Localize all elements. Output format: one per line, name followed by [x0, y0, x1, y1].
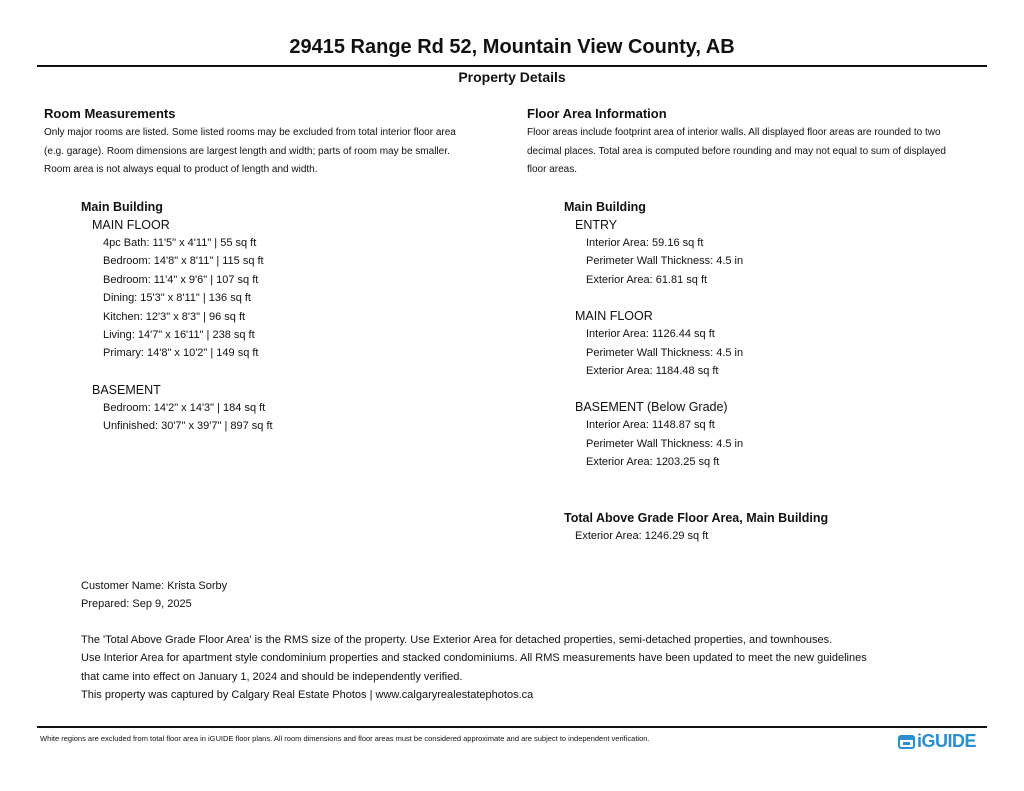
room-measurements-note-line: Room area is not always equal to product of length and width.	[44, 164, 318, 175]
area-line: Interior Area: 59.16 sq ft	[586, 237, 704, 249]
footer-note: White regions are excluded from total floor area in iGUIDE floor plans. All room dimensions and floor areas must be considered approximate and are subject to independent verification.	[40, 734, 650, 743]
total-above-grade	[564, 509, 828, 545]
floor-area-note-line: floor areas.	[527, 164, 578, 175]
prepared-date: Prepared: Sep 9, 2025	[81, 598, 192, 611]
area-line: Interior Area: 1126.44 sq ft	[586, 328, 715, 341]
iguide-logo-icon	[898, 733, 915, 750]
footer-divider	[37, 726, 987, 728]
area-line: Exterior Area: 1184.48 sq ft	[586, 365, 719, 378]
room-item: Living: 14'7" x 16'11" | 238 sq ft	[103, 329, 255, 342]
disclaimer-line: Use Interior Area for apartment style condominium properties and stacked condominiums. All RMS measurements have been updated to meet the new guidelines	[81, 652, 867, 665]
disclaimer-line: The 'Total Above Grade Floor Area' is the RMS size of the property. Use Exterior Area for detached properties, semi-detached properties, and townhouses.	[81, 634, 833, 646]
area-line: Perimeter Wall Thickness: 4.5 in	[586, 255, 744, 268]
header-divider	[37, 65, 987, 67]
room-item: 4pc Bath: 11'5" x 4'11" | 55 sq ft	[103, 237, 257, 249]
rms-disclaimer	[81, 631, 961, 704]
customer-info	[81, 577, 227, 614]
room-item: Bedroom: 11'4" x 9'6" | 107 sq ft	[103, 273, 259, 286]
iguide-brand	[898, 731, 976, 751]
room-measurements-note-line: (e.g. garage). Room dimensions are largest length and width; parts of room may be smaller.	[44, 145, 450, 157]
total-exterior-area: Exterior Area: 1246.29 sq ft	[575, 530, 709, 542]
room-list-main-building	[81, 198, 273, 436]
floor-name: BASEMENT (Below Grade)	[575, 400, 728, 415]
floor-name: ENTRY	[575, 218, 618, 232]
floor-area-section	[527, 106, 997, 180]
area-line: Interior Area: 1148.87 sq ft	[586, 419, 715, 432]
room-item: Unfinished: 30'7" x 39'7" | 897 sq ft	[103, 420, 273, 433]
floor-area-note-line: Floor areas include footprint area of interior walls. All displayed floor areas are rounded to two	[527, 127, 941, 138]
disclaimer-line: This property was captured by Calgary Real Estate Photos | www.calgaryrealestatephotos.ca	[81, 688, 534, 701]
room-item: Kitchen: 12'3" x 8'3" | 96 sq ft	[103, 310, 246, 323]
room-item: Bedroom: 14'2" x 14'3" | 184 sq ft	[103, 401, 266, 414]
room-measurements-note-line: Only major rooms are listed. Some listed rooms may be excluded from total interior floor area	[44, 127, 456, 138]
room-item: Primary: 14'8" x 10'2" | 149 sq ft	[103, 347, 259, 360]
room-item: Bedroom: 14'8" x 8'11" | 115 sq ft	[103, 255, 264, 268]
floor-name: MAIN FLOOR	[92, 218, 170, 232]
room-item: Dining: 15'3" x 8'11" | 136 sq ft	[103, 292, 251, 305]
area-line: Perimeter Wall Thickness: 4.5 in	[586, 437, 744, 450]
brand-name: iGUIDE	[917, 731, 977, 751]
page-subtitle: Property Details	[458, 69, 566, 85]
floor-name: BASEMENT	[92, 382, 161, 397]
disclaimer-line: that came into effect on January 1, 2024 and should be independently verified.	[81, 670, 463, 683]
floor-area-note-line: decimal places. Total area is computed before rounding and may not equal to sum of displayed	[527, 145, 946, 157]
building-name: Main Building	[564, 200, 646, 214]
area-line: Exterior Area: 61.81 sq ft	[586, 273, 708, 286]
building-name: Main Building	[81, 200, 163, 214]
page-title: 29415 Range Rd 52, Mountain View County, AB	[289, 36, 735, 58]
area-line: Perimeter Wall Thickness: 4.5 in	[586, 346, 744, 359]
room-measurements-heading: Room Measurements	[44, 106, 176, 121]
floor-name: MAIN FLOOR	[575, 309, 653, 324]
floor-area-main-building	[564, 198, 743, 472]
room-measurements-section	[44, 106, 504, 180]
customer-name: Customer Name: Krista Sorby	[81, 580, 228, 592]
area-line: Exterior Area: 1203.25 sq ft	[586, 456, 720, 469]
total-heading: Total Above Grade Floor Area, Main Building	[564, 511, 829, 525]
floor-area-heading: Floor Area Information	[527, 106, 667, 121]
